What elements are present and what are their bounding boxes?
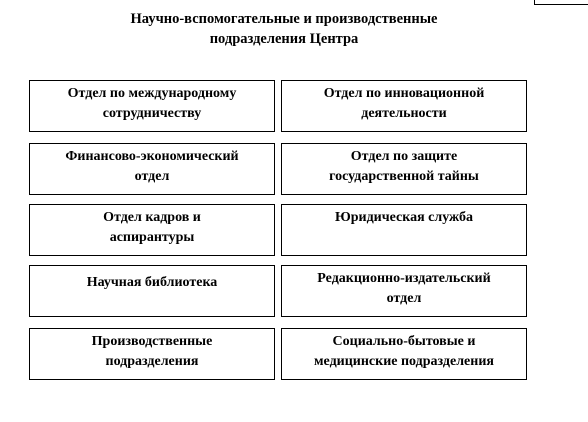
dept-editorial-publishing bbox=[281, 265, 527, 317]
dept-label-line-1: Юридическая служба bbox=[334, 210, 474, 225]
page-corner-mark bbox=[534, 4, 588, 5]
dept-international-cooperation bbox=[29, 80, 275, 132]
dept-label-line-1: Отдел кадров и bbox=[103, 210, 201, 225]
dept-label-line-1: Социально-бытовые и bbox=[332, 334, 476, 349]
dept-label-line-1: Отдел по международному bbox=[67, 86, 237, 101]
dept-state-secret-protection bbox=[281, 143, 527, 195]
dept-label-line-2: аспирантуры bbox=[109, 230, 195, 245]
dept-label-line-2: медицинские подразделения bbox=[314, 354, 494, 369]
dept-label-line-2: деятельности bbox=[361, 106, 447, 121]
dept-hr-postgraduate bbox=[29, 204, 275, 256]
dept-scientific-library bbox=[29, 265, 275, 317]
dept-label-line-1: Редакционно-издательский bbox=[317, 271, 491, 286]
dept-finance-economics bbox=[29, 143, 275, 195]
dept-label-line-1: Отдел по инновационной bbox=[323, 86, 485, 101]
dept-legal-service bbox=[281, 204, 527, 256]
dept-production-units bbox=[29, 328, 275, 380]
dept-social-medical bbox=[281, 328, 527, 380]
diagram-title-line-2: подразделения Центра bbox=[209, 31, 359, 47]
dept-label-line-1: Финансово-экономический bbox=[65, 149, 239, 164]
dept-label-line-1: Научная библиотека bbox=[86, 275, 218, 290]
dept-label-line-1: Производственные bbox=[91, 334, 213, 349]
dept-label-line-2: государственной тайны bbox=[329, 169, 479, 184]
dept-label-line-2: отдел bbox=[386, 291, 422, 306]
dept-label-line-1: Отдел по защите bbox=[350, 149, 458, 164]
dept-innovation bbox=[281, 80, 527, 132]
dept-label-line-2: подразделения bbox=[105, 354, 199, 369]
diagram-title-line-1: Научно-вспомогательные и производственные bbox=[130, 11, 438, 27]
dept-label-line-2: отдел bbox=[134, 169, 170, 184]
diagram-title bbox=[84, 9, 484, 49]
dept-label-line-2: сотрудничеству bbox=[102, 106, 202, 121]
